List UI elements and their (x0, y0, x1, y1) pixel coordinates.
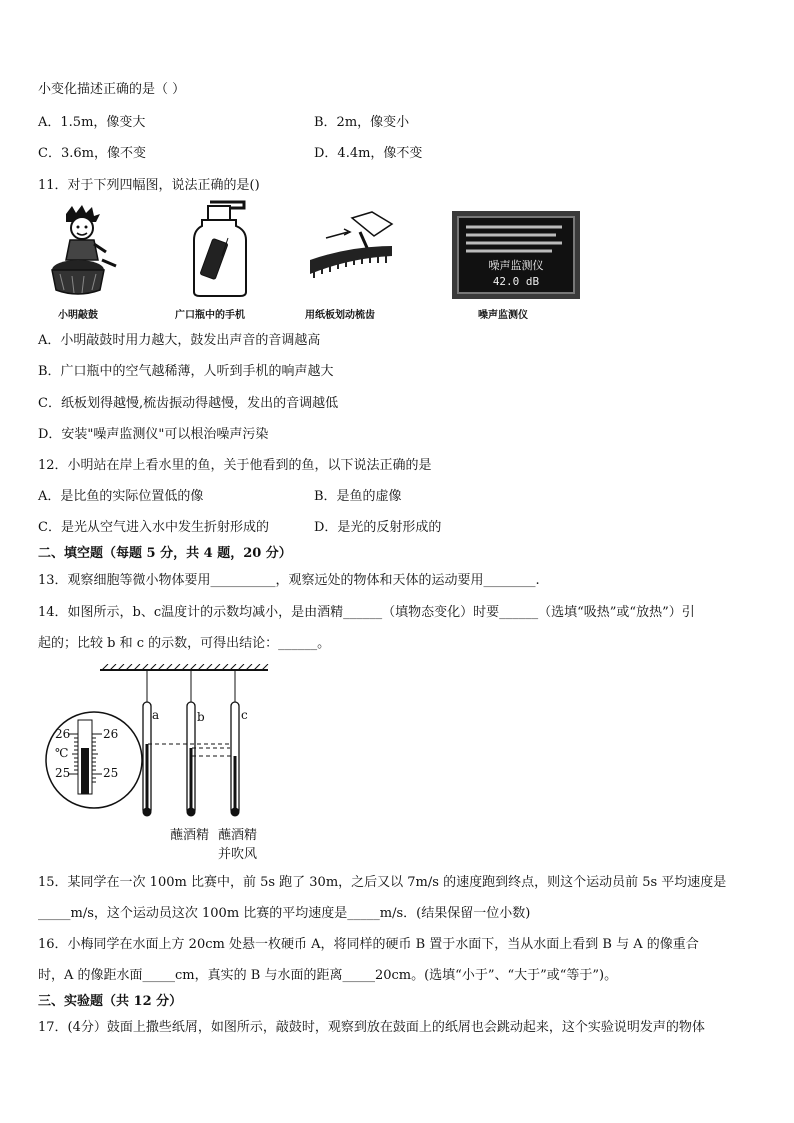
thermometer-b (187, 702, 196, 817)
q12-stem: 12．小明站在岸上看水里的鱼，关于他看到的鱼，以下说法正确的是 (38, 458, 432, 473)
q14-line2: 起的；比较 b 和 c 的示数，可得出结论：______。 (38, 636, 331, 651)
caption-boy-drum: 小明敲鼓 (58, 310, 98, 321)
thermometer-c (231, 702, 240, 817)
thermometer-label-b: b (197, 710, 205, 724)
q11-option-b: B．广口瓶中的空气越稀薄，人听到手机的响声越大 (38, 364, 334, 379)
q14-line1: 14．如图所示，b、c温度计的示数均减小，是由酒精______（填物态变化）时要______（选填“吸热”或“放热”）引 (38, 605, 695, 620)
q12-option-a: A．是比鱼的实际位置低的像 (38, 489, 204, 504)
caption-comb: 用纸板划动梳齿 (305, 310, 375, 321)
caption-phone-jar: 广口瓶中的手机 (175, 310, 245, 321)
boy-drumming-figure (46, 204, 120, 298)
comb-cardboard-figure (304, 210, 396, 294)
q12-option-c: C．是光从空气进入水中发生折射形成的 (38, 520, 269, 535)
caption-dipped-alcohol-c: 蘸酒精 (218, 828, 258, 843)
q10-option-b: B．2m，像变小 (314, 115, 410, 130)
photo-display-title: 噪声监测仪 (488, 259, 544, 272)
noise-monitor-photo (452, 211, 580, 299)
scale-26-left: 26 (55, 727, 71, 741)
q10-option-c: C．3.6m，像不变 (38, 146, 146, 161)
q10-option-d: D．4.4m，像不变 (314, 146, 423, 161)
q17-text: 17．(4分）鼓面上撒些纸屑，如图所示，敲鼓时，观察到放在鼓面上的纸屑也会跳动起来，这个实验说明发声的物体 (38, 1020, 705, 1035)
thermometer-label-a: a (152, 708, 160, 722)
scale-25-left: 25 (55, 766, 71, 780)
scale-celsius-unit: ℃ (55, 746, 69, 760)
thermometer-figure (44, 664, 274, 832)
thermometer-a (143, 702, 152, 817)
q16-line2: 时，A 的像距水面_____cm，真实的 B 与水面的距离_____20cm。(选填“小于”、“大于”或“等于”)。 (38, 968, 618, 983)
q13-text: 13．观察细胞等微小物体要用__________，观察远处的物体和天体的运动要用________. (38, 573, 540, 588)
q11-option-c: C．纸板划得越慢,梳齿振动得越慢，发出的音调越低 (38, 396, 339, 411)
scale-25-right: 25 (103, 766, 119, 780)
q10-option-a: A．1.5m，像变大 (38, 115, 146, 130)
scale-26-right: 26 (103, 727, 119, 741)
q16-line1: 16．小梅同学在水面上方 20cm 处悬一枚硬币 A，将同样的硬币 B 置于水面下，当从水面上看到 B 与 A 的像重合 (38, 937, 699, 952)
q15-line1: 15．某同学在一次 100m 比赛中，前 5s 跑了 30m，之后又以 7m/s 的速度跑到终点，则这个运动员前 5s 平均速度是 (38, 875, 727, 890)
q11-stem: 11．对于下列四幅图，说法正确的是() (38, 178, 260, 193)
q12-option-d: D．是光的反射形成的 (314, 520, 442, 535)
caption-noise-monitor: 噪声监测仪 (478, 310, 528, 321)
caption-dipped-alcohol-b: 蘸酒精 (170, 828, 210, 843)
thermometer-label-c: c (241, 708, 248, 722)
phone-in-jar-figure (192, 200, 248, 298)
section-experiment-heading: 三、实验题（共 12 分） (38, 994, 183, 1009)
caption-with-blowing: 并吹风 (218, 847, 258, 862)
photo-db-reading: 42.0 dB (492, 275, 540, 288)
q12-option-b: B．是鱼的虚像 (314, 489, 402, 504)
section-fill-in-heading: 二、填空题（每题 5 分，共 4 题，20 分） (38, 546, 292, 561)
q11-option-d: D．安装"噪声监测仪"可以根治噪声污染 (38, 427, 269, 442)
q10-stem-tail: 小变化描述正确的是（ ） (38, 82, 186, 97)
q11-option-a: A．小明敲鼓时用力越大，鼓发出声音的音调越高 (38, 333, 321, 348)
q15-line2: _____m/s，这个运动员这次 100m 比赛的平均速度是_____m/s．(结果保留一位小数) (38, 906, 531, 921)
